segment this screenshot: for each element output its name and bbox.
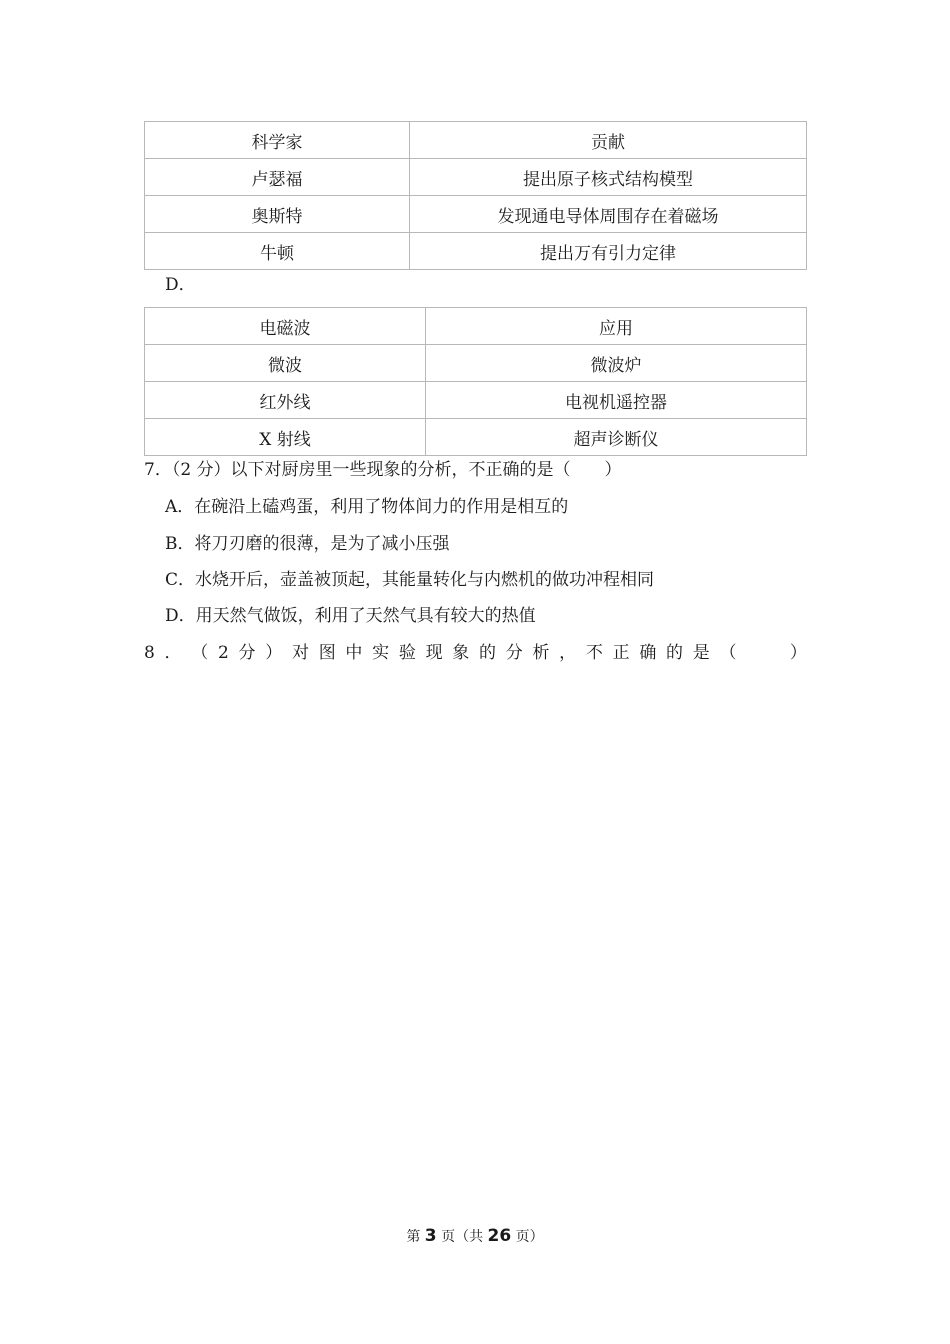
question-8-token [746, 642, 780, 664]
question-8-token: 中 [345, 643, 363, 663]
table-header-row [145, 122, 807, 159]
table-header-cell: 电磁波 [145, 308, 426, 345]
table-row [145, 159, 807, 196]
question-8-token: 图 [318, 643, 336, 663]
footer-page-number: 3 [424, 1226, 437, 1246]
question-8-token: 的 [479, 643, 496, 663]
question-7-option-b: B．将刀刃磨的很薄，是为了减小压强 [165, 534, 450, 554]
question-8-token: ． [164, 643, 182, 663]
table-row [145, 419, 807, 456]
table-row [145, 233, 807, 270]
table-header-row [145, 308, 807, 345]
question-8-token: （ [719, 643, 737, 663]
table-header-cell: 贡献 [410, 122, 807, 159]
question-8-token: 不 [585, 643, 603, 663]
table-cell: X 射线 [145, 419, 426, 456]
question-8-token: 正 [612, 643, 630, 663]
question-8-token: 验 [398, 643, 416, 663]
table-cell: 超声诊断仪 [426, 419, 807, 456]
table-cell: 红外线 [145, 382, 426, 419]
question-8-token: ， [559, 643, 577, 663]
table-header-cell: 科学家 [145, 122, 410, 159]
question-8-token: 2 [217, 643, 229, 663]
table-cell: 提出万有引力定律 [410, 233, 807, 270]
scientist-contribution-table [144, 121, 807, 270]
question-8-token: 确 [639, 643, 657, 663]
question-8-token: 实 [372, 643, 390, 663]
question-7-option-a: A．在碗沿上磕鸡蛋，利用了物体间力的作用是相互的 [165, 497, 569, 517]
question-8-token: ） [789, 643, 807, 663]
question-8-token: 是 [692, 643, 710, 663]
question-8-token: （ [191, 643, 209, 663]
table-header-cell: 应用 [426, 308, 807, 345]
table-cell: 卢瑟福 [145, 159, 410, 196]
page-footer [0, 1225, 950, 1248]
table-cell: 电视机遥控器 [426, 382, 807, 419]
table-cell: 牛顿 [145, 233, 410, 270]
footer-prefix: 第 [406, 1229, 421, 1245]
question-8-token: 8 [144, 643, 155, 663]
question-7-option-d: D．用天然气做饭，利用了天然气具有较大的热值 [165, 606, 536, 626]
question-8-token: 的 [666, 643, 684, 663]
footer-suffix: 页） [515, 1229, 544, 1245]
question-8-stem [144, 642, 807, 664]
question-7-option-c: C．水烧开后，壶盖被顶起，其能量转化与内燃机的做功冲程相同 [165, 570, 655, 590]
table-cell: 提出原子核式结构模型 [410, 159, 807, 196]
question-8-token: 分 [505, 643, 523, 663]
question-8-token: 析 [532, 643, 550, 663]
table-cell: 发现通电导体周围存在着磁场 [410, 196, 807, 233]
em-wave-application-table [144, 307, 807, 456]
option-d-label: D． [165, 275, 196, 295]
table-cell: 微波 [145, 345, 426, 382]
table-cell: 微波炉 [426, 345, 807, 382]
footer-mid: 页（共 [441, 1229, 484, 1245]
question-8-token: 象 [452, 643, 470, 663]
question-8-token: ） [265, 643, 283, 663]
question-8-token: 分 [238, 643, 256, 663]
table-row [145, 196, 807, 233]
question-8-token: 现 [425, 643, 443, 663]
question-8-token: 对 [291, 643, 309, 663]
footer-total-pages: 26 [487, 1226, 512, 1246]
table-cell: 奥斯特 [145, 196, 410, 233]
question-7-stem: 7．（2 分）以下对厨房里一些现象的分析，不正确的是（ ） [144, 460, 622, 480]
table-row [145, 345, 807, 382]
table-row [145, 382, 807, 419]
